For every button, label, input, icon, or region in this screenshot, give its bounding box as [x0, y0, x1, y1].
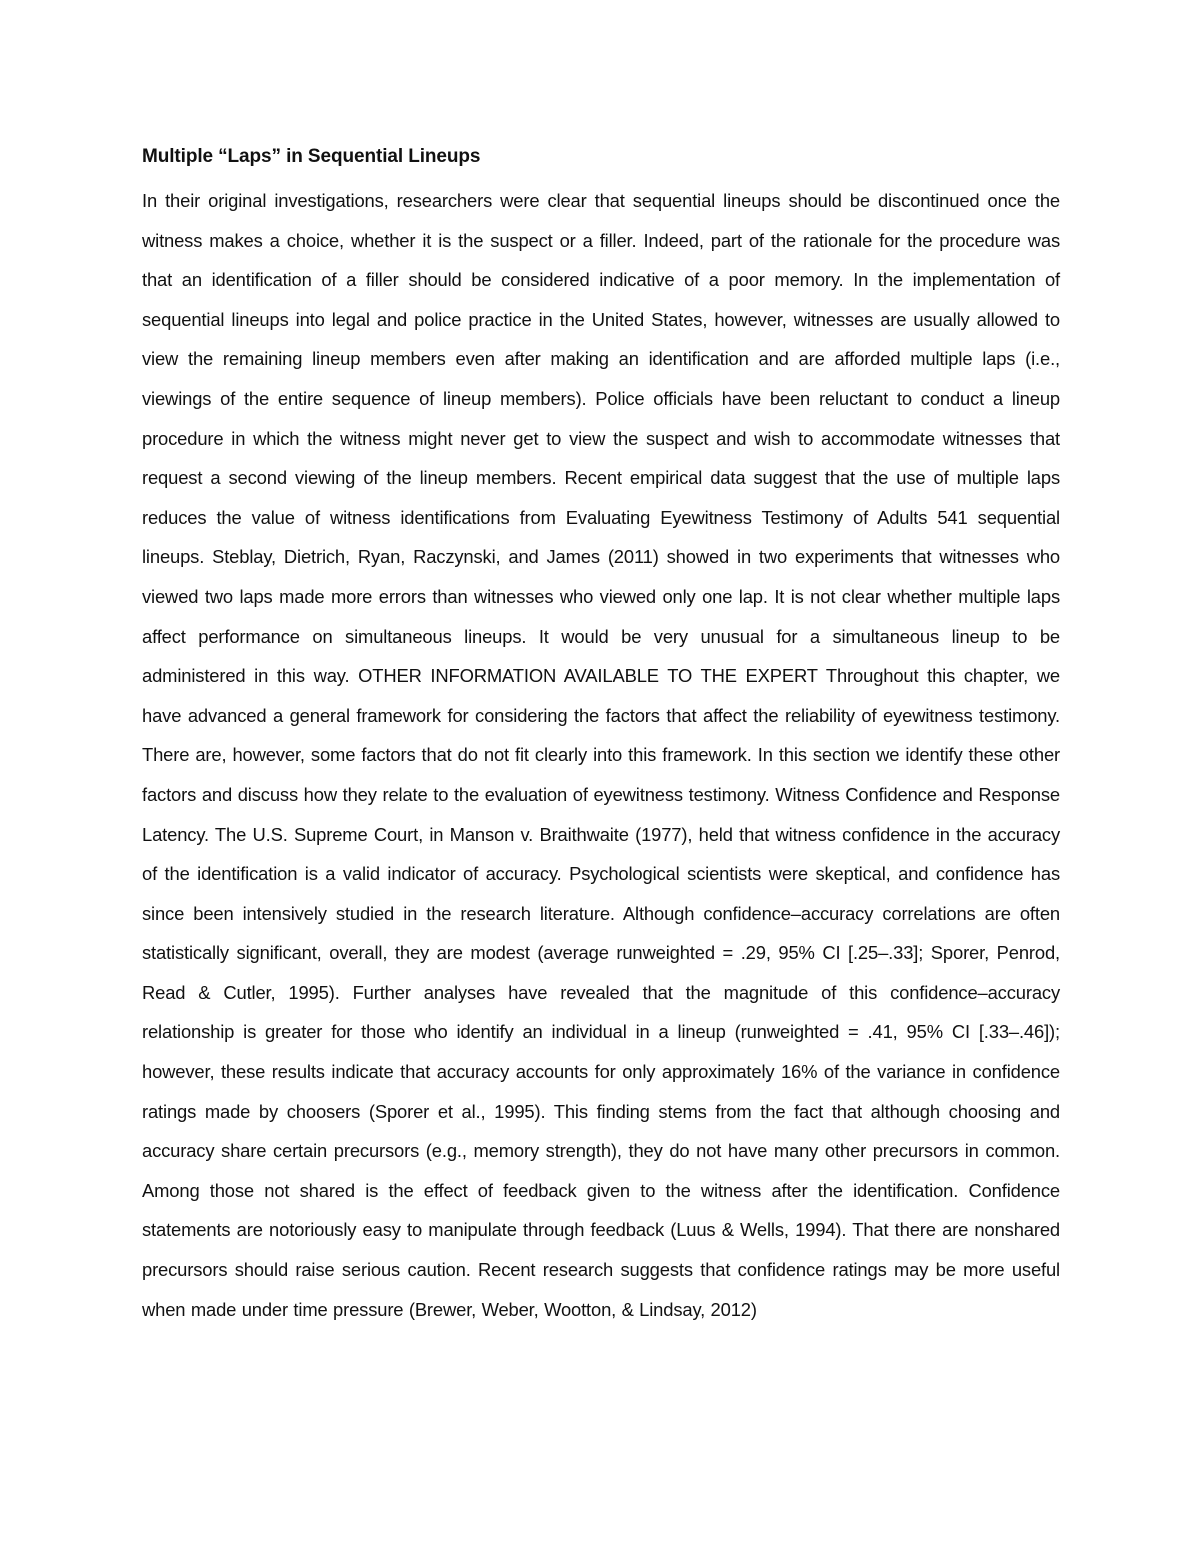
document-content — [142, 140, 1060, 1329]
section-heading: Multiple “Laps” in Sequential Lineups — [142, 146, 481, 167]
body-paragraph: In their original investigations, researchers were clear that sequential lineups should be discontinued once the witness makes a choice, whether it is the suspect or a filler. Indeed, part of the rationale for the procedure was that an identification of a filler should be considered indicative of a poor memory. In the implementation of sequential lineups into legal and police practice in the United States, however, witnesses are usually allowed to view the remaining lineup members even after making an identification and are afforded multiple laps (i.e., viewings of the entire sequence of lineup members). Police officials have been reluctant to conduct a lineup procedure in which the witness might never get to view the suspect and wish to accommodate witnesses that request a second viewing of the lineup members. Recent empirical data suggest that the use of multiple laps reduces the value of witness identifications from Evaluating Eyewitness Testimony of Adults 541 sequential lineups. Steblay, Dietrich, Ryan, Raczynski, and James (2011) showed in two experiments that witnesses who viewed two laps made more errors than witnesses who viewed only one lap. It is not clear whether multiple laps affect performance on simultaneous lineups. It would be very unusual for a simultaneous lineup to be administered in this way. OTHER INFORMATION AVAILABLE TO THE EXPERT Throughout this chapter, we have advanced a general framework for considering the factors that affect the reliability of eyewitness testimony. There are, however, some factors that do not fit clearly into this framework. In this section we identify these other factors and discuss how they relate to the evaluation of eyewitness testimony. Witness Confidence and Response Latency. The U.S. Supreme Court, in Manson v. Braithwaite (1977), held that witness confidence in the accuracy of the identification is a valid indicator of accuracy. Psychological scientists were skeptical, and confidence has since been intensively studied in the research literature. Although confidence–accuracy correlations are often statistically significant, overall, they are modest (average runweighted = .29, 95% CI [.25–.33]; Sporer, Penrod, Read & Cutler, 1995). Further analyses have revealed that the magnitude of this confidence–accuracy relationship is greater for those who identify an individual in a lineup (runweighted = .41, 95% CI [.33–.46]); however, these results indicate that accuracy accounts for only approximately 16% of the variance in confidence ratings made by choosers (Sporer et al., 1995). This finding stems from the fact that although choosing and accuracy share certain precursors (e.g., memory strength), they do not have many other precursors in common. Among those not shared is the effect of feedback given to the witness after the identification. Confidence statements are notoriously easy to manipulate through feedback (Luus & Wells, 1994). That there are nonshared precursors should raise serious caution. Recent research suggests that confidence ratings may be more useful when made under time pressure (Brewer, Weber, Wootton, & Lindsay, 2012) — [142, 190, 1060, 1320]
